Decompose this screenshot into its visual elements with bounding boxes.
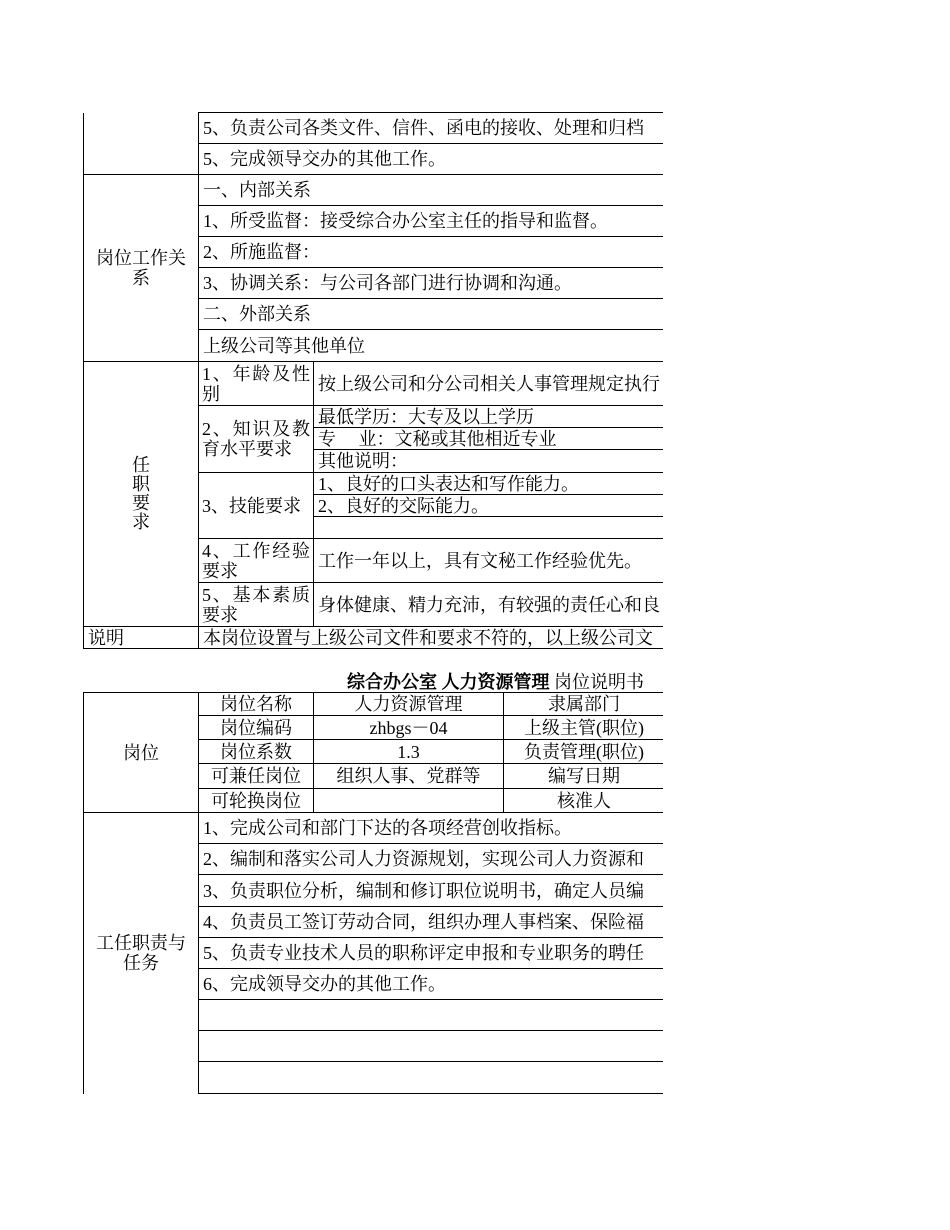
duty-item <box>199 1031 664 1062</box>
experience-value: 工作一年以上，具有文秘工作经验优先。 <box>314 539 664 583</box>
duties-label-cell <box>84 113 199 175</box>
document-title-bold: 综合办公室 人力资源管理 <box>347 672 550 692</box>
position-field-key: 可轮换岗位 <box>199 789 314 813</box>
position-field-value: 人力资源管理 <box>314 693 504 716</box>
job-description-table-continued <box>83 112 663 649</box>
position-field-key: 岗位名称 <box>199 693 314 716</box>
requirements-label-cell <box>84 362 199 627</box>
position-field-key2: 负责管理(职位) <box>504 740 664 764</box>
education-item: 最低学历：大专及以上学历 <box>314 406 664 428</box>
position-field-value <box>314 789 504 813</box>
education-item: 其他说明： <box>314 450 664 473</box>
relation-item: 2、所施监督： <box>199 237 664 268</box>
position-field-key2: 上级主管(职位) <box>504 716 664 740</box>
position-field-key2: 核准人 <box>504 789 664 813</box>
duty-item: 3、负责职位分析，编制和修订职位说明书，确定人员编 <box>199 875 664 907</box>
duty-item: 6、完成领导交办的其他工作。 <box>199 969 664 1000</box>
skills-label: 3、技能要求 <box>199 473 314 539</box>
position-field-key: 岗位系数 <box>199 740 314 764</box>
age-gender-label: 1、年龄及性别 <box>199 362 314 406</box>
document-title-suffix: 岗位说明书 <box>554 672 644 692</box>
skill-item: 1、良好的口头表达和写作能力。 <box>314 473 664 495</box>
position-field-key: 可兼任岗位 <box>199 764 314 789</box>
position-field-value: 组织人事、党群等 <box>314 764 504 789</box>
note-value: 本岗位设置与上级公司文件和要求不符的，以上级公司文 <box>199 627 664 649</box>
duty-item: 2、编制和落实公司人力资源规划，实现公司人力资源和 <box>199 844 664 875</box>
hr-management-job-description-table <box>83 692 663 1094</box>
duties-label-cell <box>84 813 199 1094</box>
age-gender-value: 按上级公司和分公司相关人事管理规定执行 <box>314 362 664 406</box>
education-item: 专 业：文秘或其他相近专业 <box>314 428 664 450</box>
duty-item <box>199 1062 664 1094</box>
relation-item: 一、内部关系 <box>199 175 664 206</box>
duty-item: 5、负责专业技术人员的职称评定申报和专业职务的聘任 <box>199 938 664 969</box>
position-label: 岗位 <box>84 693 199 813</box>
basic-quality-value: 身体健康、精力充沛，有较强的责任心和良 <box>314 583 664 627</box>
note-label: 说明 <box>84 627 199 649</box>
relation-item: 3、协调关系：与公司各部门进行协调和沟通。 <box>199 268 664 299</box>
duties-label: 工任职责与任务 <box>96 933 186 974</box>
requirements-label: 任职要求 <box>132 455 150 532</box>
skill-item <box>314 517 664 539</box>
skill-item: 2、良好的交际能力。 <box>314 495 664 517</box>
relations-label: 岗位工作关系 <box>96 248 186 288</box>
position-field-value: zhbgs－04 <box>314 716 504 740</box>
basic-quality-label: 5、基本素质要求 <box>199 583 314 627</box>
duty-item: 5、负责公司各类文件、信件、函电的接收、处理和归档 <box>199 113 664 144</box>
relation-item: 1、所受监督：接受综合办公室主任的指导和监督。 <box>199 206 664 237</box>
relations-label-cell <box>84 175 199 362</box>
position-field-key2: 编写日期 <box>504 764 664 789</box>
duty-item: 5、完成领导交办的其他工作。 <box>199 144 664 175</box>
document-title <box>347 671 663 693</box>
duty-item: 1、完成公司和部门下达的各项经营创收指标。 <box>199 813 664 844</box>
duty-item <box>199 1000 664 1031</box>
relation-item: 二、外部关系 <box>199 299 664 330</box>
duty-item: 4、负责员工签订劳动合同，组织办理人事档案、保险福 <box>199 907 664 938</box>
education-label: 2、知识及教育水平要求 <box>199 406 314 473</box>
experience-label: 4、工作经验要求 <box>199 539 314 583</box>
position-field-key: 岗位编码 <box>199 716 314 740</box>
position-field-value: 1.3 <box>314 740 504 764</box>
relation-item: 上级公司等其他单位 <box>199 330 664 362</box>
position-field-key2: 隶属部门 <box>504 693 664 716</box>
